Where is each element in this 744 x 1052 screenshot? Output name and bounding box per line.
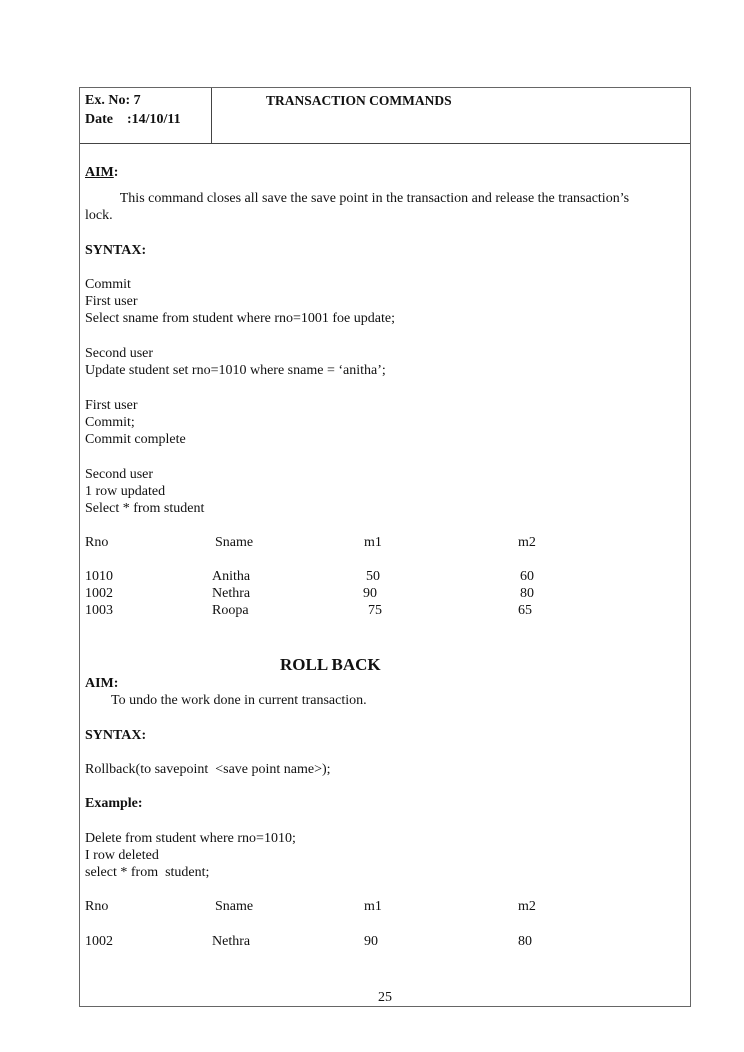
aim-label: AIM — [85, 165, 114, 180]
syntax-line: Update student set rno=1010 where sname = ‘anitha’; — [85, 363, 386, 378]
syntax-line: First user — [85, 294, 138, 309]
example-line: Delete from student where rno=1010; — [85, 831, 296, 846]
rollback-syntax-text: Rollback(to savepoint <save point name>); — [85, 762, 331, 777]
table-header-m2: m2 — [518, 535, 536, 550]
rollback-aim-text: To undo the work done in current transaction. — [111, 693, 367, 708]
table-header-sname: Sname — [215, 899, 254, 914]
syntax-line: Second user — [85, 467, 154, 482]
header-row — [80, 88, 690, 144]
cell-rno: 1003 — [85, 603, 113, 618]
example-line: select * from student; — [85, 865, 210, 880]
cell-sname: Nethra — [212, 586, 251, 601]
exercise-number: Ex. No: 7 — [85, 93, 141, 108]
aim-colon: : — [113, 165, 119, 180]
page-frame — [79, 87, 691, 1007]
table-header-m2: m2 — [518, 899, 536, 914]
syntax-line: Select sname from student where rno=1001 foe update; — [85, 311, 395, 326]
table-header-m1: m1 — [364, 535, 382, 550]
table-header-rno: Rno — [85, 535, 109, 550]
table-header-m1: m1 — [364, 899, 382, 914]
cell-m1: 50 — [366, 569, 380, 584]
syntax-line: Second user — [85, 346, 154, 361]
cell-rno: 1010 — [85, 569, 113, 584]
syntax-line: Commit — [85, 277, 131, 292]
page-title: TRANSACTION COMMANDS — [266, 93, 452, 108]
cell-sname: Anitha — [212, 569, 251, 584]
page-number: 25 — [378, 990, 392, 1005]
cell-m2: 65 — [518, 603, 532, 618]
exercise-date: Date :14/10/11 — [85, 112, 181, 127]
example-heading: Example: — [85, 796, 143, 811]
table-header-sname: Sname — [215, 535, 254, 550]
aim-heading — [85, 164, 118, 181]
cell-m2: 60 — [520, 569, 534, 584]
cell-rno: 1002 — [85, 934, 113, 949]
cell-sname: Nethra — [212, 934, 251, 949]
cell-sname: Roopa — [212, 603, 249, 618]
cell-m1: 75 — [368, 603, 382, 618]
cell-m2: 80 — [520, 586, 534, 601]
syntax-heading: SYNTAX: — [85, 243, 147, 258]
header-left-cell — [80, 88, 212, 143]
aim-text-line-1: This command closes all save the save point in the transaction and release the transaction’s — [85, 191, 630, 206]
syntax-line: Commit complete — [85, 432, 186, 447]
cell-rno: 1002 — [85, 586, 113, 601]
syntax-line: Commit; — [85, 415, 135, 430]
cell-m2: 80 — [518, 934, 532, 949]
cell-m1: 90 — [363, 586, 377, 601]
rollback-syntax-heading: SYNTAX: — [85, 728, 147, 743]
cell-m1: 90 — [364, 934, 378, 949]
syntax-line: Select * from student — [85, 501, 205, 516]
example-line: I row deleted — [85, 848, 159, 863]
aim-text-line-2: lock. — [85, 208, 113, 223]
rollback-title: ROLL BACK — [280, 655, 381, 674]
syntax-line: First user — [85, 398, 138, 413]
table-header-rno: Rno — [85, 899, 109, 914]
rollback-aim-heading: AIM: — [85, 676, 119, 691]
syntax-line: 1 row updated — [85, 484, 166, 499]
